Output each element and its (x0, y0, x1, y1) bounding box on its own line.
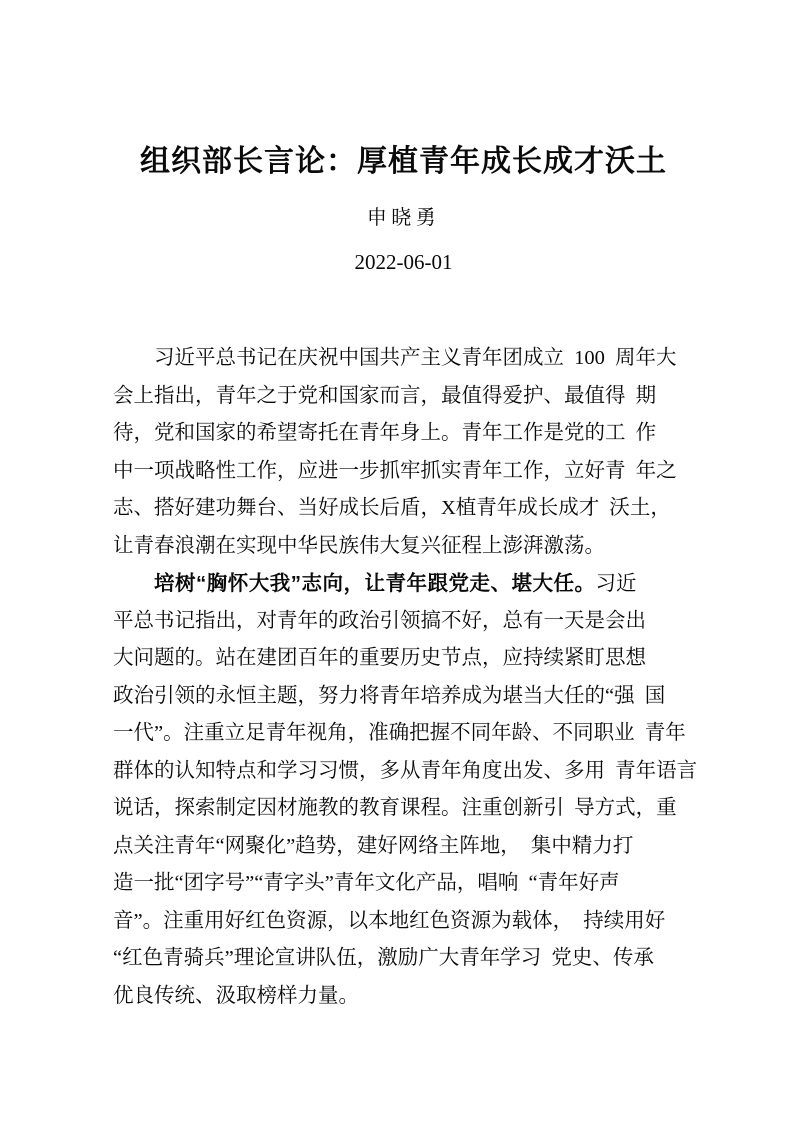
body-text: 政治引领的永恒主题，努力将青年培养成为堪当大任的“强 国 (113, 684, 666, 707)
body-text: 让青春浪潮在实现中华民族伟大复兴征程上澎湃激荡。 (113, 534, 605, 557)
paragraph-2-line-8 (113, 828, 694, 866)
body-text: 一代”。注重立足青年视角，准确把握不同年龄、不同职业 青年 (113, 722, 686, 744)
paragraph-2-line-7 (113, 790, 694, 828)
body-text: 平总书记指出，对青年的政治引领搞不好，总有一天是会出 (113, 609, 646, 632)
document-title: 组织部长言论：厚植青年成长成才沃土 (140, 145, 667, 178)
body-text: 群体的认知特点和学习习惯，多从青年角度出发、多用 青年语言 (113, 759, 698, 782)
bold-lead-text: 培树“胸怀大我”志向，让青年跟党走、堪大任。 (154, 572, 596, 595)
paragraph-2-line-11 (113, 940, 694, 978)
paragraph-2-line-2 (113, 603, 694, 641)
paragraph-1-line-6 (113, 528, 694, 566)
body-text: “红色青骑兵”理论宣讲队伍，激励广大青年学习 党史、传承 (113, 947, 654, 969)
body-text: 点关注青年“网聚化”趋势，建好网络主阵地， 集中精力打 (113, 834, 634, 857)
body-text: 会上指出，青年之于党和国家而言，最值得爱护、最值得 期 (113, 384, 657, 407)
body-text: 待，党和国家的希望寄托在青年身上。青年工作是党的工 作 (113, 422, 657, 444)
body-text: 中一项战略性工作，应进一步抓牢抓实青年工作，立好青 年之 (113, 459, 677, 482)
body-text: 志、搭好建功舞台、当好成长后盾，X植青年成长成才 沃土， (113, 497, 671, 519)
paragraph-2-line-6 (113, 753, 698, 791)
paragraph-2-line-3 (113, 640, 694, 678)
paragraph-2-line-1 (113, 565, 694, 603)
paragraph-1-line-1 (113, 340, 694, 378)
paragraph-1-line-3 (113, 415, 694, 453)
body-text: 大问题的。站在建团百年的重要历史节点，应持续紧盯思想 (113, 647, 646, 669)
paragraph-1-line-2 (113, 378, 694, 416)
body-text: 造一批“团字号”“青字头”青年文化产品，唱响 “青年好声 (113, 872, 620, 894)
body-text: 音”。注重用好红色资源，以本地红色资源为载体， 持续用好 (113, 909, 666, 932)
paragraph-2-line-5 (113, 715, 694, 753)
paragraph-1-line-4 (113, 453, 694, 491)
document-author: 申晓勇 (366, 207, 441, 229)
paragraph-2-line-12 (113, 978, 694, 1016)
paragraph-2-line-9 (113, 865, 694, 903)
body-text: 习近平总书记在庆祝中国共产主义青年团成立 100 周年大 (154, 347, 677, 369)
paragraph-1-line-5 (113, 490, 694, 528)
body-text: 优良传统、汲取榜样力量。 (113, 984, 359, 1007)
document-body (113, 340, 698, 1015)
paragraph-2-line-10 (113, 903, 694, 941)
body-text: 说话，探索制定因材施教的教育课程。注重创新引 导方式，重 (113, 797, 677, 819)
paragraph-2-line-4 (113, 678, 694, 716)
document-date: 2022-06-01 (354, 250, 453, 274)
body-text: 习近 (595, 573, 637, 595)
